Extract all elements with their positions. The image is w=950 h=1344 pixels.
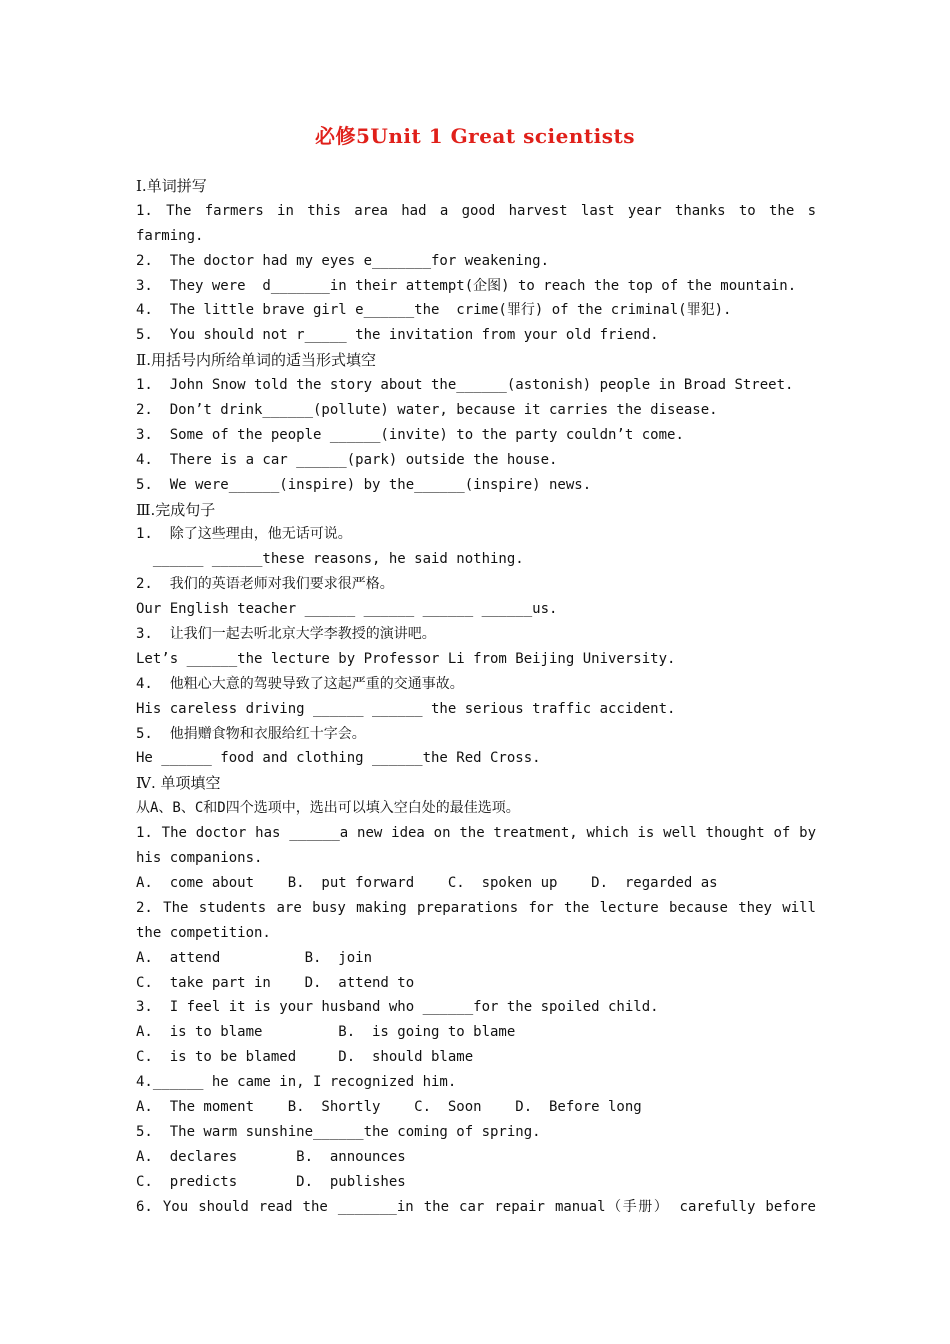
text-line: 3. Some of the people ______(invite) to the party couldn’t come.	[136, 426, 684, 443]
text-line: Our English teacher ______ ______ ______ ______us.	[136, 601, 558, 618]
section-heading: Ⅳ. 单项填空	[136, 774, 221, 793]
text-line: his companions.	[136, 850, 263, 867]
text-line: A. come about B. put forward C. spoken up D. regarded as	[136, 874, 718, 891]
section-heading: I.单词拼写	[136, 177, 207, 195]
text-line: 5. We were______(inspire) by the______(inspire) news.	[136, 476, 592, 493]
text-line: 从A、B、C和D四个选项中，选出可以填入空白处的最佳选项。	[136, 800, 520, 817]
text-line: 1. The doctor has ______a new idea on the treatment, which is well thought of by	[136, 825, 816, 842]
text-line: Let’s ______the lecture by Professor Li from Beijing University.	[136, 650, 676, 667]
text-line: C. take part in D. attend to	[136, 974, 415, 991]
text-line: 4.______ he came in, I recognized him.	[136, 1074, 457, 1091]
text-line: 6. You should read the _______in the car repair manual（手册） carefully before	[136, 1198, 816, 1215]
exercise-content	[136, 174, 816, 1219]
text-line: C. predicts D. publishes	[136, 1173, 406, 1190]
text-line: 2. The doctor had my eyes e_______for weakening.	[136, 252, 550, 269]
text-line: 1. 除了这些理由，他无话可说。	[136, 526, 352, 543]
text-line: 2. The students are busy making preparations for the lecture because they will	[136, 899, 816, 916]
text-line: the competition.	[136, 924, 271, 941]
text-line: 4. 他粗心大意的驾驶导致了这起严重的交通事故。	[136, 675, 464, 692]
text-line: A. declares B. announces	[136, 1148, 406, 1165]
text-line: farming.	[136, 227, 204, 244]
text-line: 2. Don’t drink______(pollute) water, because it carries the disease.	[136, 402, 718, 419]
section-heading: Ⅲ.完成句子	[136, 500, 216, 519]
text-line: 4. There is a car ______(park) outside the house.	[136, 451, 558, 468]
text-line: 5. You should not r_____ the invitation from your old friend.	[136, 327, 659, 344]
text-line: His careless driving ______ ______ the serious traffic accident.	[136, 700, 676, 717]
text-line: 1. The farmers in this area had a good harvest last year thanks to the s	[136, 202, 816, 219]
text-line: A. is to blame B. is going to blame	[136, 1024, 516, 1041]
text-line: 4. The little brave girl e______the crime(罪行) of the criminal(罪犯).	[136, 302, 732, 319]
text-line: A. attend B. join	[136, 949, 373, 966]
text-line: 3. 让我们一起去听北京大学李教授的演讲吧。	[136, 626, 436, 643]
text-line: 5. The warm sunshine______the coming of spring.	[136, 1123, 541, 1140]
text-line: ______ ______these reasons, he said nothing.	[136, 551, 524, 568]
page-title: 必修5Unit 1 Great scientists	[315, 124, 635, 148]
text-line: He ______ food and clothing ______the Red Cross.	[136, 750, 541, 767]
section-heading: Ⅱ.用括号内所给单词的适当形式填空	[136, 351, 376, 370]
text-line: 2. 我们的英语老师对我们要求很严格。	[136, 576, 394, 593]
text-line: C. is to be blamed D. should blame	[136, 1049, 474, 1066]
text-line: A. The moment B. Shortly C. Soon D. Before long	[136, 1098, 642, 1115]
text-line: 3. They were d_______in their attempt(企图) to reach the top of the mountain.	[136, 277, 797, 294]
text-line: 3. I feel it is your husband who ______for the spoiled child.	[136, 999, 659, 1016]
text-line: 5. 他捐赠食物和衣服给红十字会。	[136, 725, 366, 742]
text-line: 1. John Snow told the story about the______(astonish) people in Broad Street.	[136, 377, 794, 394]
